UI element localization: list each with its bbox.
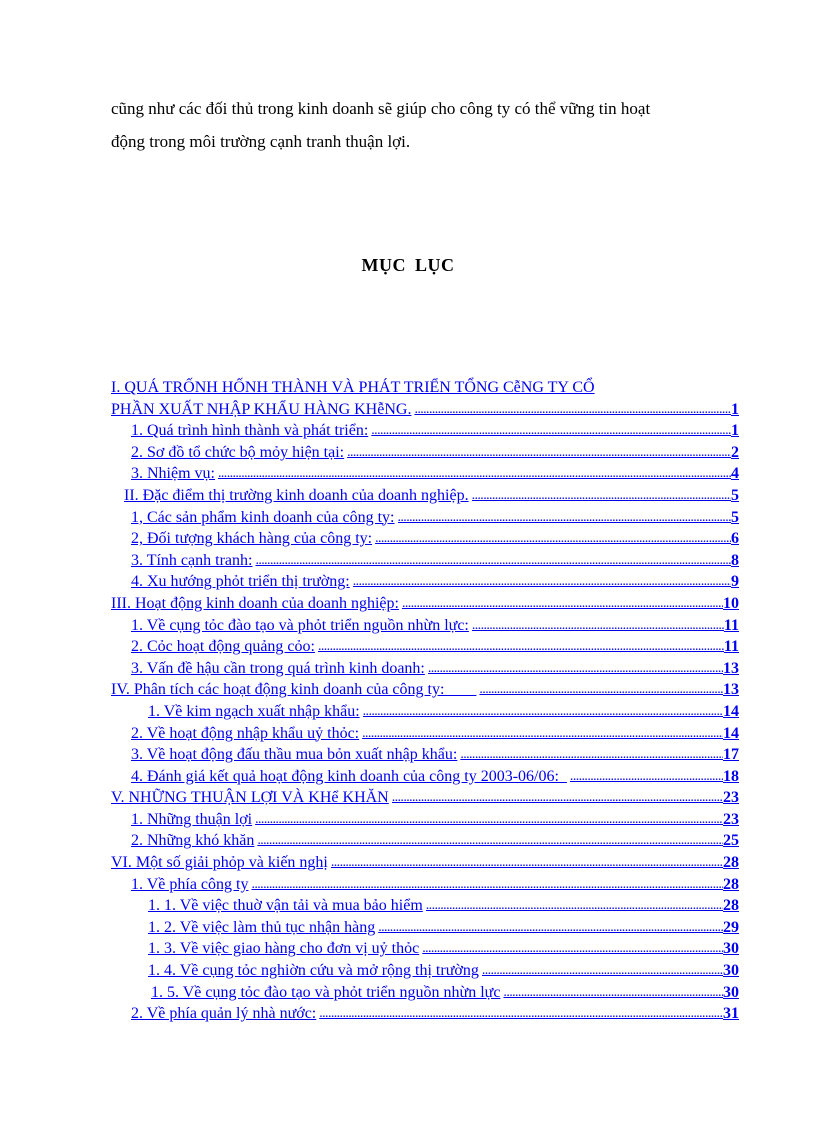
page-number: 5 [731,486,739,504]
page-number: 28 [723,854,739,872]
page-number: 30 [723,962,739,980]
toc-entry[interactable]: 2. Cỏc hoạt động quảng cỏo: ..... 11 [111,636,739,658]
page-number: 17 [723,746,739,764]
page-number: 14 [723,702,739,720]
page-number: 10 [723,594,739,612]
toc-entry[interactable]: 1. Quá trình hình thành và phát triển: ..... 1 [111,420,739,442]
toc-entry[interactable]: 4. Xu hướng phỏt triển thị trường: ..... 9 [111,571,739,593]
page-number: 2 [731,443,739,461]
page-number: 23 [723,810,739,828]
toc-entry[interactable]: 2. Những khó khăn ..... 25 [111,830,739,852]
toc-entry[interactable]: III. Hoạt động kinh doanh của doanh nghiệp: ..... 10 [111,593,739,615]
intro-line-1: cũng như các đối thủ trong kinh doanh sẽ giúp cho công ty có thể vững tin hoạt [111,99,651,118]
toc-entry[interactable]: 2, Đối tượng khách hàng của công ty: ..... 6 [111,528,739,550]
toc-entry[interactable]: VI. Một số giải phỏp và kiến nghị ..... 28 [111,852,739,874]
intro-paragraph [111,92,739,158]
page-number: 5 [731,508,739,526]
page-number: 11 [723,638,739,656]
page-number: 18 [723,767,739,785]
toc-entry[interactable]: 1. 4. Về cụng tỏc nghiờn cứu và mở rộng thị trường ..... 30 [111,960,739,982]
page-number: 4 [731,465,739,483]
page-number: 29 [723,918,739,936]
toc-entry[interactable]: 1. 1. Về việc thuờ vận tải và mua bảo hiểm ..... 28 [111,895,739,917]
page-number: 14 [723,724,739,742]
page-number: 1 [731,422,739,440]
page-number: 13 [723,659,739,677]
toc-entry[interactable]: 1, Các sản phẩm kinh doanh của công ty: ..... 5 [111,507,739,529]
toc-entry[interactable]: V. NHỮNG THUẬN LỢI VÀ KHể KHĂN ..... 23 [111,787,739,809]
page-number: 28 [723,875,739,893]
toc-entry[interactable]: 3. Nhiệm vụ: ..... 4 [111,463,739,485]
toc-entry[interactable]: 1. Về kim ngạch xuất nhập khẩu: ..... 14 [111,701,739,723]
toc-entry[interactable]: 1. 2. Về việc làm thủ tục nhận hàng ..... 29 [111,917,739,939]
toc-entry[interactable]: PHẦN XUẤT NHẬP KHẨU HÀNG KHễNG. ..... 1 [111,399,739,421]
toc-entry[interactable]: II. Đặc điểm thị trường kinh doanh của doanh nghiệp. ..... 5 [111,485,739,507]
page-number: 13 [723,681,739,699]
toc-entry[interactable]: 1. 5. Về cụng tỏc đào tạo và phỏt triển nguồn nhừn lực ..... 30 [111,982,739,1004]
toc-title: MỤC LỤC [361,255,455,275]
toc-entry[interactable]: 1. Về phía công ty ..... 28 [111,874,739,896]
toc-entry[interactable]: 3. Tính cạnh tranh: ..... 8 [111,550,739,572]
toc-entry[interactable]: 1. Về cụng tỏc đào tạo và phỏt triển nguồn nhừn lực: ..... 11 [111,615,739,637]
page-number: 30 [723,983,739,1001]
page-number: 30 [723,940,739,958]
toc-entry[interactable]: 2. Về hoạt động nhập khẩu uỷ thỏc: ..... 14 [111,723,739,745]
toc-entry[interactable]: 3. Về hoạt động đấu thầu mua bỏn xuất nhập khẩu: ..... 17 [111,744,739,766]
page-number: 31 [723,1005,739,1023]
toc-entry[interactable]: 2. Sơ đồ tổ chức bộ mỏy hiện tại: ..... 2 [111,442,739,464]
page-number: 8 [731,551,739,569]
toc-entry[interactable]: 4. Đánh giá kết quả hoạt động kinh doanh của công ty 2003-06/06: ..... 18 [111,766,739,788]
toc-entry[interactable]: 1. 3. Về việc giao hàng cho đơn vị uỷ thỏc ..... 30 [111,938,739,960]
toc-entry[interactable]: 3. Vấn đề hậu cần trong quá trình kinh doanh: ..... 13 [111,658,739,680]
toc-heading-part-1[interactable]: I. QUÁ TRỐNH HỐNH THÀNH VÀ PHÁT TRIỂN TỔNG CễNG TY CỔ [111,379,595,396]
page-number: 1 [731,400,739,418]
page-number: 9 [731,573,739,591]
toc-entry[interactable]: 1. Những thuận lợi ..... 23 [111,809,739,831]
toc-entry[interactable]: IV. Phân tích các hoạt động kinh doanh của công ty: ..... 13 [111,679,739,701]
table-of-contents [111,377,739,1025]
page-number: 25 [723,832,739,850]
page-number: 11 [723,616,739,634]
intro-line-2: động trong môi trường cạnh tranh thuận lợi. [111,132,411,151]
page-number: 23 [723,789,739,807]
page-number: 28 [723,897,739,915]
toc-entry[interactable]: 2. Về phía quản lý nhà nước: ..... 31 [111,1003,739,1025]
page-number: 6 [731,530,739,548]
